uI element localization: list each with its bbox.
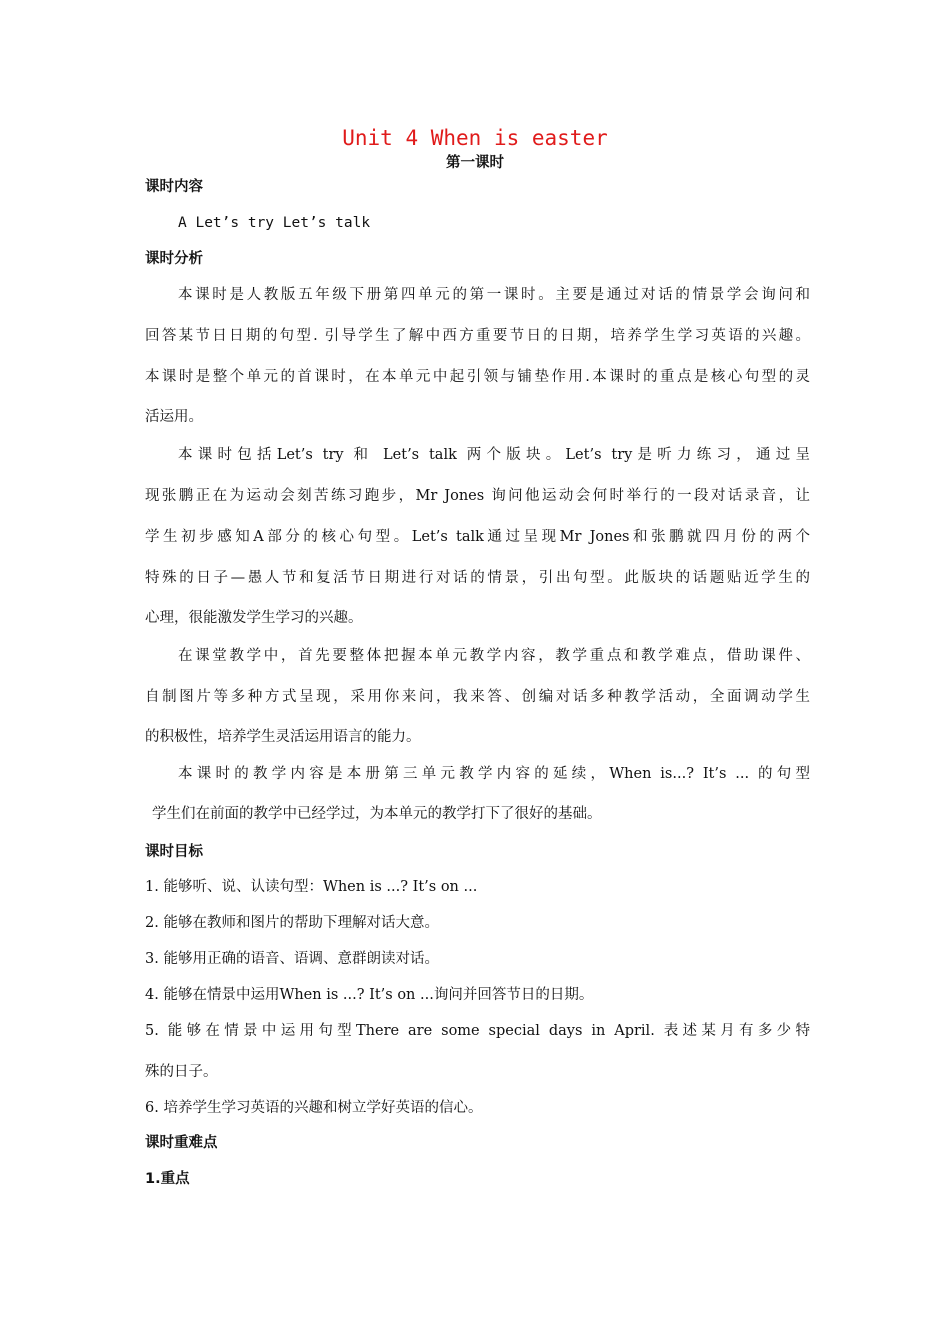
paragraph-line: 回答某节日日期的句型. 引导学生了解中西方重要节日的日期，培养学生学习英语的兴趣。 [145, 328, 810, 344]
heading-key-points: 课时重难点 [145, 1135, 218, 1151]
goal-item: 4. 能够在情景中运用When is ...? It’s on ...询问并回答节日的日期。 [145, 987, 594, 1003]
paragraph-line: 本课时是人教版五年级下册第四单元的第一课时。主要是通过对话的情景学会询问和 [178, 287, 810, 303]
subheading-key-point: 1.重点 [145, 1171, 190, 1187]
heading-lesson-analysis: 课时分析 [145, 251, 203, 267]
lesson-content-text: A Let’s try Let’s talk [178, 215, 371, 231]
goal-item: 2. 能够在教师和图片的帮助下理解对话大意。 [145, 915, 439, 931]
goal-item: 6. 培养学生学习英语的兴趣和树立学好英语的信心。 [145, 1100, 483, 1116]
lesson-subtitle: 第一课时 [446, 155, 504, 171]
paragraph-line: 本课时的教学内容是本册第三单元教学内容的延续，When is...? It’s ... 的句型 [178, 766, 810, 782]
goal-item: 5. 能够在情景中运用句型There are some special days in April. 表述某月有多少特 [145, 1023, 810, 1039]
goal-item: 3. 能够用正确的语音、语调、意群朗读对话。 [145, 951, 439, 967]
paragraph-line: 自制图片等多种方式呈现，采用你来问，我来答、创编对话多种教学活动，全面调动学生 [145, 689, 810, 705]
heading-lesson-goals: 课时目标 [145, 844, 203, 860]
paragraph-line: 心理，很能激发学生学习的兴趣。 [145, 610, 363, 626]
paragraph-line: 学生初步感知A部分的核心句型。Let’s talk通过呈现Mr Jones和张鹏就四月份的两个 [145, 529, 810, 545]
paragraph-line: 活运用。 [145, 409, 203, 425]
paragraph-line: 学生们在前面的教学中已经学过，为本单元的教学打下了很好的基础。 [152, 806, 602, 822]
paragraph-line: 特殊的日子—愚人节和复活节日期进行对话的情景，引出句型。此版块的话题贴近学生的 [145, 570, 810, 586]
document-title: Unit 4 When is easter [342, 126, 608, 150]
paragraph-line: 在课堂教学中，首先要整体把握本单元教学内容，教学重点和教学难点，借助课件、 [178, 648, 810, 664]
paragraph-line: 本课时包括Let’s try 和 Let’s talk 两个版块。Let’s try是听力练习，通过呈 [178, 447, 810, 463]
paragraph-line: 的积极性，培养学生灵活运用语言的能力。 [145, 729, 421, 745]
goal-item: 殊的日子。 [145, 1064, 218, 1080]
paragraph-line: 现张鹏正在为运动会刻苦练习跑步，Mr Jones 询问他运动会何时举行的一段对话录音，让 [145, 488, 810, 504]
paragraph-line: 本课时是整个单元的首课时，在本单元中起引领与铺垫作用.本课时的重点是核心句型的灵 [145, 369, 810, 385]
heading-lesson-content: 课时内容 [145, 179, 203, 195]
goal-item: 1. 能够听、说、认读句型：When is ...? It’s on ... [145, 879, 478, 895]
